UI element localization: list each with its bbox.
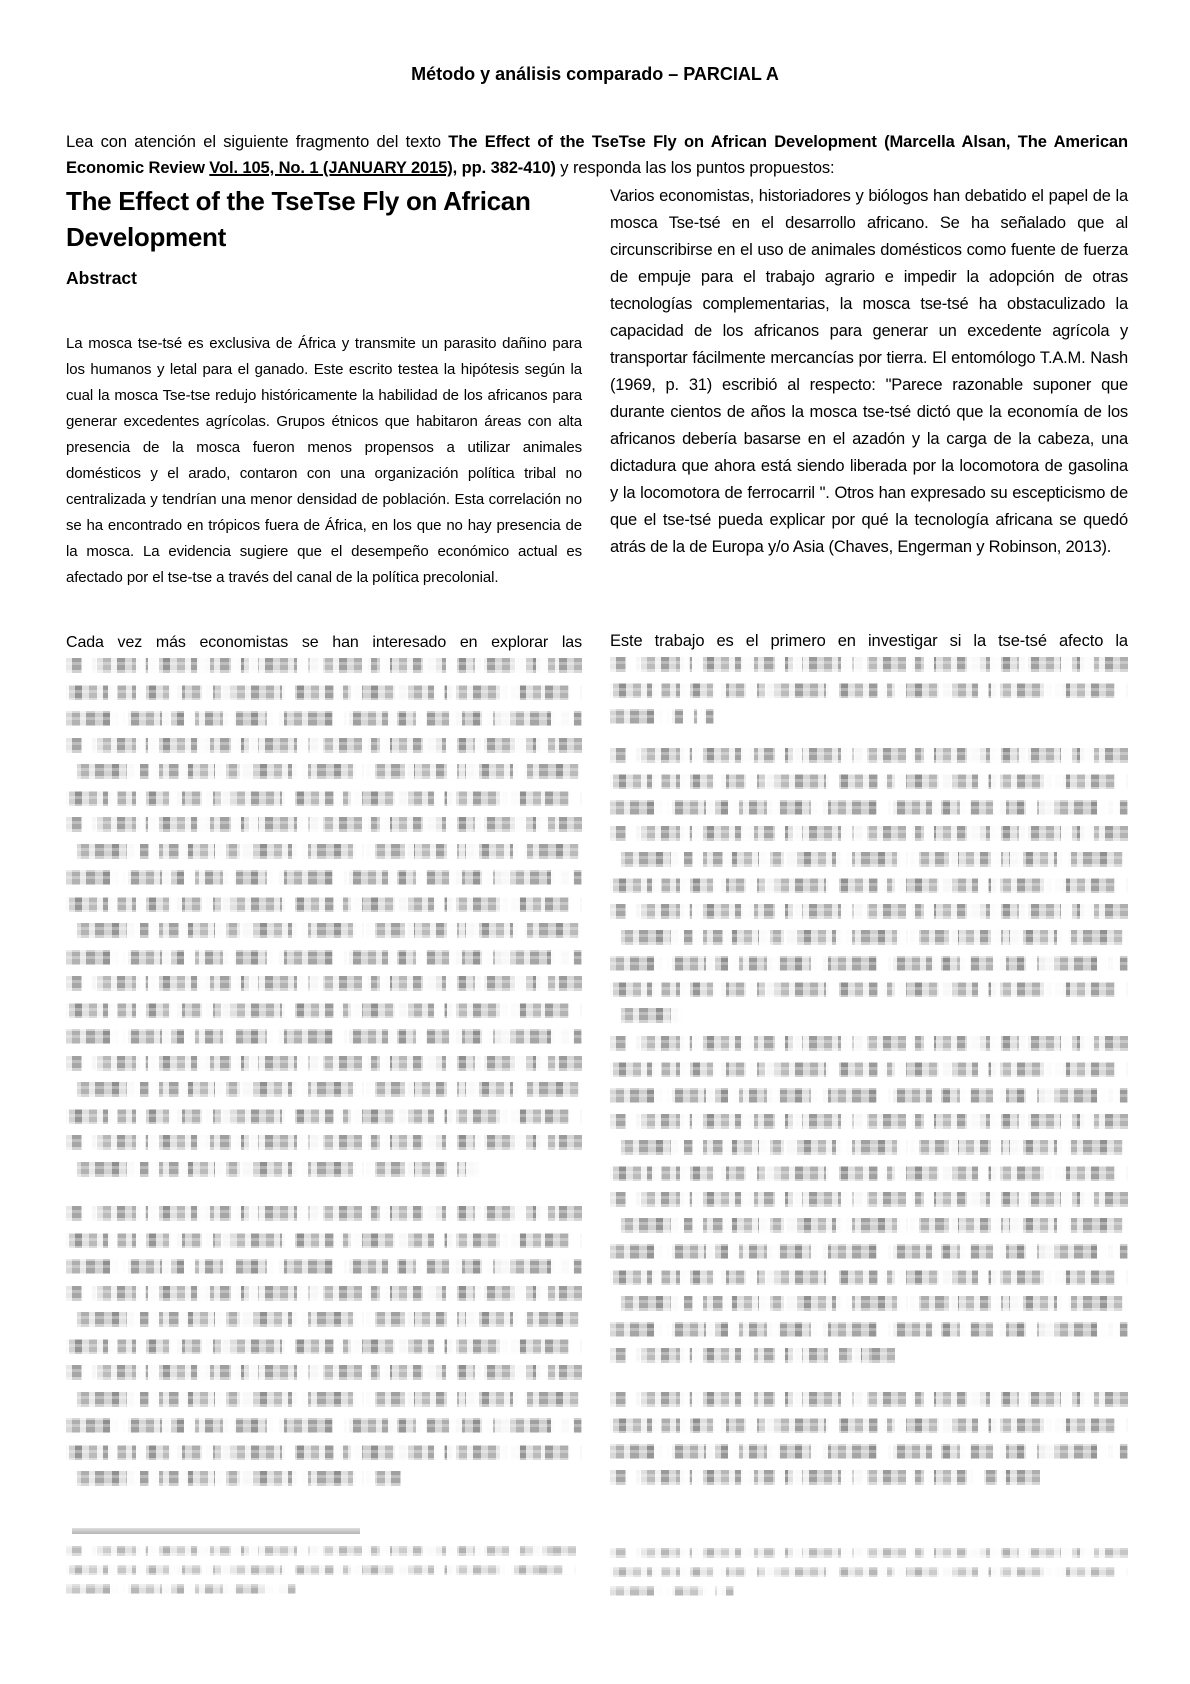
- redacted-text-line: [66, 1312, 582, 1327]
- redacted-text-line: [66, 1029, 582, 1044]
- left-footnote-block: [66, 1546, 576, 1603]
- abstract-text: La mosca tse-tsé es exclusiva de África y transmite un parasito dañino para los humanos y letal para el ganado. Este escrito testea la hipótesis según la cual la mosca Tse-tse redujo históricamente la habilidad de los africanos para generar excedentes agrícolas. Grupos étnicos que habitaron áreas con alta presencia de la mosca fueron menos propensos a utilizar animales domésticos y el arado, contaron con una organización política tribal no centralizada y tendrían una menor densidad de población. Esta correlación no se ha encontrado en trópicos fuera de África, en los que no hay presencia de la mosca. La evidencia sugiere que el desempeño económico actual es afectado por el tse-tse a través del canal de la política precolonial.: [66, 335, 582, 586]
- right-footnote-block: [610, 1548, 1128, 1605]
- instruction-prefix: Lea con atención el siguiente fragmento del texto: [66, 132, 449, 151]
- redacted-text-line: [66, 1135, 582, 1150]
- redacted-text-line: [66, 1445, 582, 1460]
- redacted-text-line: [610, 1192, 1128, 1207]
- footnote-separator-rule: [72, 1528, 360, 1534]
- redacted-text-line: [610, 774, 1128, 789]
- redacted-text-line: [610, 1114, 1128, 1129]
- right-body-paragraph-5: [610, 1392, 1128, 1496]
- redacted-text-line: [610, 1244, 1128, 1259]
- instruction-paragraph: [66, 129, 1128, 181]
- redacted-text-line: [610, 1166, 1128, 1181]
- redacted-text-line: [610, 1567, 1128, 1577]
- article-title: The Effect of the TseTse Fly on African Development: [66, 186, 531, 253]
- redacted-text-line: [66, 1339, 582, 1354]
- redacted-text-line: [610, 1444, 1128, 1459]
- redacted-text-line: [610, 1392, 1128, 1407]
- redacted-text-line: [66, 1003, 582, 1018]
- redacted-text-line: [66, 1418, 582, 1433]
- redacted-text-line: [610, 1348, 895, 1363]
- redacted-text-line: [610, 852, 1128, 867]
- left-body-paragraph-2: [66, 1206, 582, 1498]
- redacted-text-line: [66, 1471, 401, 1486]
- right-body-paragraph-2: [610, 628, 1128, 735]
- redacted-text-line: [66, 1109, 582, 1124]
- redacted-text-line: [610, 982, 1128, 997]
- redacted-text-line: [610, 1548, 1128, 1558]
- redacted-text-line: [66, 1233, 582, 1248]
- instruction-suffix: y responda las los puntos propuestos:: [555, 158, 835, 177]
- redacted-text-line: [610, 878, 1128, 893]
- left-paragraph-lead-line: Cada vez más economistas se han interesado en explorar las: [66, 634, 582, 651]
- redacted-text-line: [610, 1088, 1128, 1103]
- right-body-paragraph-1: Varios economistas, historiadores y biólogos han debatido el papel de la mosca Tse-tsé en el desarrollo africano. Se ha señalado que al circunscribirse en el uso de animales domésticos como fuente de fuerza de empuje para el trabajo agrario e impedir la adopción de otras tecnologías complementarias, la mosca tse-tsé ha obstaculizado la capacidad de los africanos para generar un excedente agrícola y transportar fácilmente mercancías por tierra. El entomólogo T.A.M. Nash (1969, p. 31) escribió al respecto: "Parece razonable suponer que durante cientos de años la mosca tse-tsé dictó que la economía de los africanos debería basarse en el azadón y la carga de la cabeza, una dictadura que ahora está siendo liberada por la locomotora de gasolina y la locomotora de ferrocarril ". Otros han expresado su escepticismo de que el tse-tsé pueda explicar por qué la tecnología africana se quedó atrás de la de Europa y/o Asia (Chaves, Engerman y Robinson, 2013).: [610, 186, 1128, 556]
- redacted-text-line: [610, 826, 1128, 841]
- redacted-paragraph: [610, 657, 1128, 724]
- left-body-paragraph-1: [66, 630, 582, 1188]
- redacted-text-line: [66, 976, 582, 991]
- abstract-heading: Abstract: [66, 268, 137, 288]
- redacted-text-line: [610, 1008, 683, 1023]
- page-title: Método y análisis comparado – PARCIAL A: [411, 64, 779, 84]
- redacted-text-line: [610, 748, 1128, 763]
- redacted-text-line: [66, 817, 582, 832]
- redacted-text-line: [66, 1365, 582, 1380]
- redacted-text-line: [66, 711, 582, 726]
- reference-pages: , pp. 382-410): [452, 158, 556, 177]
- redacted-text-line: [66, 1546, 576, 1556]
- redacted-text-line: [610, 709, 714, 724]
- redacted-text-line: [610, 1140, 1128, 1155]
- redacted-text-line: [66, 870, 582, 885]
- right-body-paragraph-3: [610, 748, 1128, 1034]
- redacted-text-line: [66, 791, 582, 806]
- redacted-text-line: [66, 923, 582, 938]
- reference-volume: Vol. 105, No. 1 (JANUARY 2015): [209, 158, 453, 177]
- reference-title: The Effect of the TseTse Fly on African Development (Marcella Alsan, The American Economic Review: [66, 132, 1128, 177]
- redacted-text-line: [66, 1392, 582, 1407]
- redacted-text-line: [610, 904, 1128, 919]
- redacted-text-line: [66, 764, 582, 779]
- redacted-text-line: [610, 1418, 1128, 1433]
- redacted-text-line: [610, 657, 1128, 672]
- redacted-text-line: [66, 1584, 296, 1594]
- redacted-text-line: [610, 1218, 1128, 1233]
- redacted-text-line: [66, 1206, 582, 1221]
- redacted-text-line: [610, 1586, 734, 1596]
- redacted-text-line: [66, 1056, 582, 1071]
- redacted-text-line: [66, 658, 582, 673]
- redacted-text-line: [610, 1296, 1128, 1311]
- redacted-text-line: [610, 1036, 1128, 1051]
- right-body-paragraph-4: [610, 1036, 1128, 1374]
- redacted-text-line: [610, 1270, 1128, 1285]
- redacted-text-line: [66, 685, 582, 700]
- redacted-text-line: [66, 738, 582, 753]
- redacted-text-line: [66, 1565, 576, 1575]
- redacted-text-line: [610, 683, 1128, 698]
- redacted-text-line: [66, 897, 582, 912]
- right-paragraph-lead-line: Este trabajo es el primero en investigar si la tse-tsé afecto la: [610, 632, 1128, 650]
- redacted-text-line: [66, 844, 582, 859]
- redacted-text-line: [610, 930, 1128, 945]
- redacted-text-line: [66, 950, 582, 965]
- redacted-text-line: [66, 1162, 479, 1177]
- redacted-text-line: [610, 1322, 1128, 1337]
- redacted-text-line: [610, 1470, 1040, 1485]
- redacted-text-line: [66, 1286, 582, 1301]
- redacted-paragraph: [66, 658, 582, 1177]
- redacted-text-line: [610, 800, 1128, 815]
- redacted-text-line: [66, 1082, 582, 1097]
- redacted-text-line: [610, 1062, 1128, 1077]
- redacted-text-line: [66, 1259, 582, 1274]
- redacted-text-line: [610, 956, 1128, 971]
